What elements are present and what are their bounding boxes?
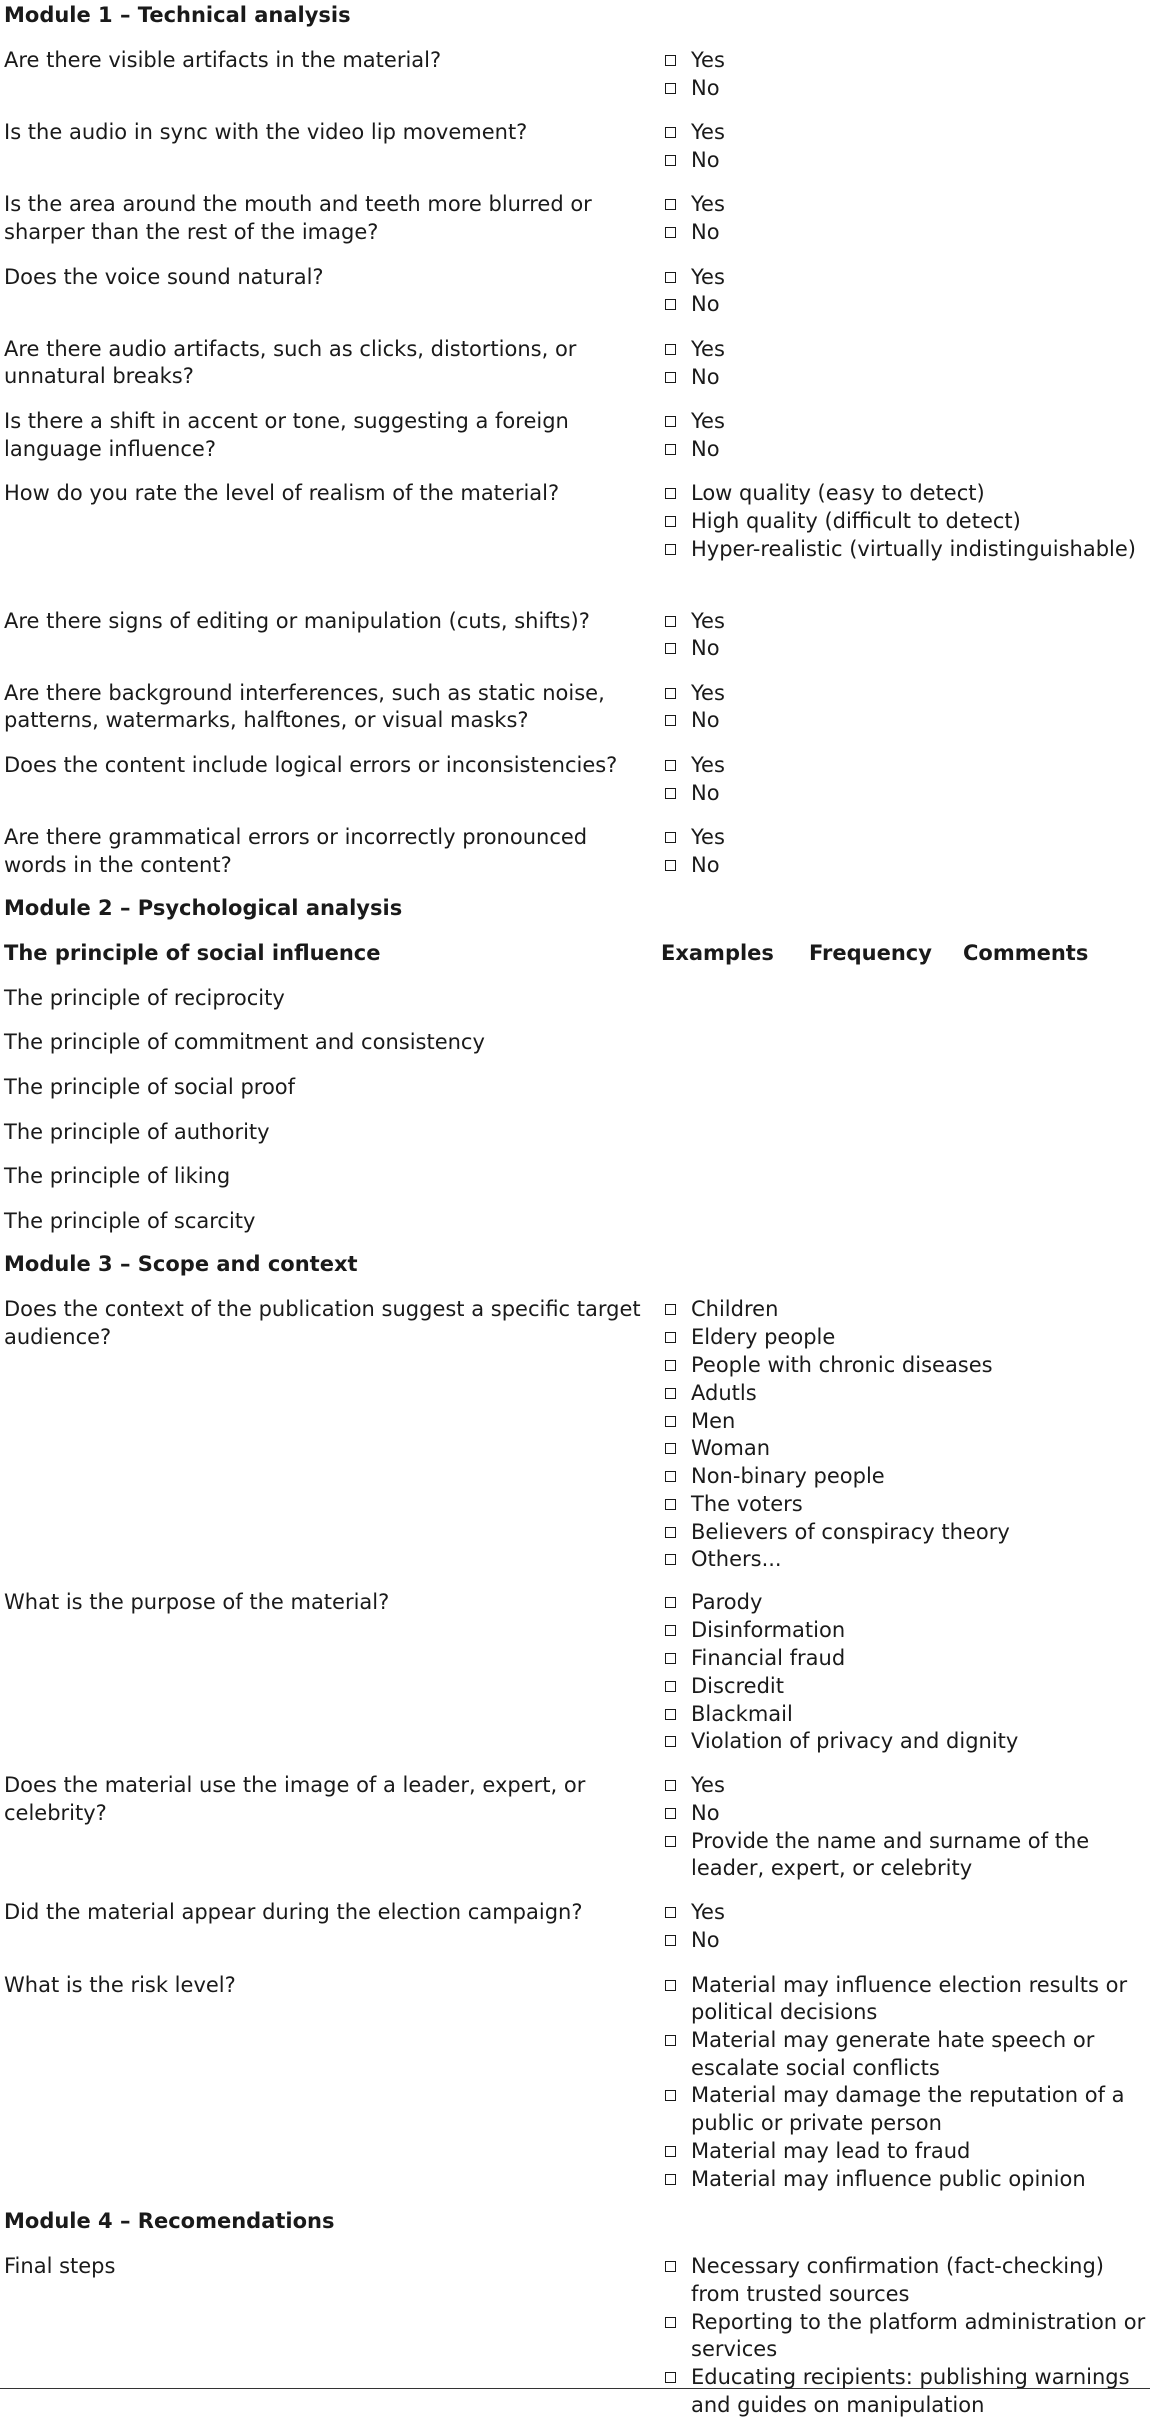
question-text: Does the context of the publication suggest a specific target audience? bbox=[4, 1297, 641, 1350]
checkbox-icon[interactable] bbox=[665, 1471, 676, 1482]
answer-option[interactable] bbox=[664, 635, 1150, 663]
header-comments: Comments bbox=[963, 941, 1089, 966]
option-label: Believers of conspiracy theory bbox=[691, 1519, 1010, 1544]
question-row bbox=[0, 821, 1150, 893]
question-text: How do you rate the level of realism of the material? bbox=[4, 481, 560, 506]
answer-options bbox=[664, 2253, 1150, 2419]
checkbox-icon[interactable] bbox=[665, 1527, 676, 1538]
option-label: No bbox=[691, 1800, 720, 1825]
answer-option[interactable] bbox=[664, 1701, 1150, 1729]
option-label: People with chronic diseases bbox=[691, 1352, 993, 1377]
question-text: Does the voice sound natural? bbox=[4, 264, 324, 289]
answer-options bbox=[664, 47, 1150, 103]
answer-options bbox=[664, 1972, 1150, 2194]
question-row bbox=[0, 1896, 1150, 1968]
answer-option[interactable] bbox=[664, 1546, 1150, 1574]
option-label: Reporting to the platform administration or services bbox=[691, 2309, 1146, 2362]
principle-row bbox=[0, 1116, 1150, 1161]
option-label: Hyper-realistic (virtually indistinguishable) bbox=[691, 536, 1136, 561]
option-label: Necessary confirmation (fact-checking) from trusted sources bbox=[691, 2254, 1104, 2306]
checkbox-icon[interactable] bbox=[665, 2146, 676, 2157]
checkbox-icon[interactable] bbox=[665, 688, 676, 699]
option-label: No bbox=[691, 75, 720, 100]
checkbox-icon[interactable] bbox=[665, 1736, 676, 1747]
checkbox-icon[interactable] bbox=[665, 1597, 676, 1608]
checkbox-icon[interactable] bbox=[665, 1388, 676, 1399]
answer-option[interactable] bbox=[664, 2166, 1150, 2194]
option-label: Yes bbox=[691, 408, 725, 433]
checkbox-icon[interactable] bbox=[665, 55, 676, 66]
option-label: Material may influence election results or political decisions bbox=[691, 1972, 1128, 2025]
module-4-title: Module 4 – Recomendations bbox=[4, 2209, 335, 2234]
option-label: Yes bbox=[691, 1900, 725, 1925]
principle-label: The principle of social proof bbox=[4, 1075, 296, 1100]
answer-option[interactable] bbox=[664, 1617, 1150, 1645]
question-text: Does the content include logical errors or inconsistencies? bbox=[4, 752, 618, 777]
question-text: Is there a shift in accent or tone, suggesting a foreign language influence? bbox=[4, 408, 569, 461]
checkbox-icon[interactable] bbox=[665, 2261, 676, 2272]
option-label: Blackmail bbox=[691, 1701, 793, 1726]
answer-option[interactable] bbox=[664, 1800, 1150, 1828]
option-label: Yes bbox=[691, 1773, 725, 1798]
answer-option[interactable] bbox=[664, 536, 1150, 564]
module-4-questions bbox=[0, 2250, 1150, 2433]
checkbox-icon[interactable] bbox=[665, 2372, 676, 2383]
checkbox-icon[interactable] bbox=[665, 1709, 676, 1720]
option-label: Eldery people bbox=[691, 1325, 836, 1350]
answer-option[interactable] bbox=[664, 480, 1150, 508]
option-label: Material may generate hate speech or escalate social conflicts bbox=[691, 2027, 1095, 2080]
question-text: What is the purpose of the material? bbox=[4, 1590, 390, 1615]
option-label: Violation of privacy and dignity bbox=[691, 1729, 1019, 1754]
answer-option[interactable] bbox=[664, 1324, 1150, 1352]
answer-option[interactable] bbox=[664, 47, 1150, 75]
answer-option[interactable] bbox=[664, 291, 1150, 319]
option-label: Yes bbox=[691, 120, 725, 145]
option-label: Non-binary people bbox=[691, 1464, 885, 1489]
principle-row bbox=[0, 982, 1150, 1027]
checkbox-icon[interactable] bbox=[665, 227, 676, 238]
module-2-title: Module 2 – Psychological analysis bbox=[4, 896, 403, 921]
checkbox-icon[interactable] bbox=[665, 1808, 676, 1819]
question-row bbox=[0, 477, 1150, 604]
answer-option[interactable] bbox=[664, 707, 1150, 735]
principle-label: The principle of liking bbox=[4, 1164, 231, 1189]
checkbox-icon[interactable] bbox=[665, 1935, 676, 1946]
checkbox-icon[interactable] bbox=[665, 488, 676, 499]
header-examples: Examples bbox=[661, 941, 774, 966]
question-row bbox=[0, 1969, 1150, 2207]
question-row bbox=[0, 2250, 1150, 2433]
option-label: Yes bbox=[691, 825, 725, 850]
answer-option[interactable] bbox=[664, 75, 1150, 103]
answer-option[interactable] bbox=[664, 1927, 1150, 1955]
module-3-questions bbox=[0, 1293, 1150, 2206]
checkbox-icon[interactable] bbox=[665, 1780, 676, 1791]
answer-option[interactable] bbox=[664, 364, 1150, 392]
option-label: Adutls bbox=[691, 1380, 757, 1405]
bottom-rule bbox=[0, 2388, 1150, 2389]
answer-option[interactable] bbox=[664, 1380, 1150, 1408]
question-text: Did the material appear during the election campaign? bbox=[4, 1900, 583, 1925]
option-label: Discredit bbox=[691, 1673, 784, 1698]
option-label: Disinformation bbox=[691, 1618, 846, 1643]
header-principle: The principle of social influence bbox=[4, 941, 381, 966]
answer-option[interactable] bbox=[664, 1589, 1150, 1617]
checkbox-icon[interactable] bbox=[665, 299, 676, 310]
principle-row bbox=[0, 1026, 1150, 1071]
answer-option[interactable] bbox=[664, 147, 1150, 175]
principle-row bbox=[0, 1205, 1150, 1250]
checkbox-icon[interactable] bbox=[665, 1499, 676, 1510]
checkbox-icon[interactable] bbox=[665, 1332, 676, 1343]
option-label: Others... bbox=[691, 1547, 782, 1572]
option-label: Provide the name and surname of the leader, expert, or celebrity bbox=[691, 1828, 1090, 1881]
answer-option[interactable] bbox=[664, 780, 1150, 808]
option-label: Yes bbox=[691, 680, 725, 705]
answer-option[interactable] bbox=[664, 2364, 1150, 2419]
question-row bbox=[0, 1586, 1150, 1769]
question-text: What is the risk level? bbox=[4, 1972, 236, 1997]
answer-options bbox=[664, 408, 1150, 464]
checkbox-icon[interactable] bbox=[665, 1304, 676, 1315]
question-row bbox=[0, 1769, 1150, 1896]
option-label: Financial fraud bbox=[691, 1645, 846, 1670]
answer-option[interactable] bbox=[664, 680, 1150, 708]
question-row bbox=[0, 333, 1150, 405]
option-label: Yes bbox=[691, 48, 725, 72]
option-label: High quality (difficult to detect) bbox=[691, 508, 1021, 533]
answer-option[interactable] bbox=[664, 119, 1150, 147]
checkbox-icon[interactable] bbox=[665, 344, 676, 355]
answer-option[interactable] bbox=[664, 1491, 1150, 1519]
header-frequency: Frequency bbox=[809, 941, 932, 966]
checkbox-icon[interactable] bbox=[665, 788, 676, 799]
checkbox-icon[interactable] bbox=[665, 1360, 676, 1371]
option-label: Yes bbox=[691, 264, 725, 289]
checkbox-icon[interactable] bbox=[665, 860, 676, 871]
answer-option[interactable] bbox=[664, 824, 1150, 852]
checkbox-icon[interactable] bbox=[665, 83, 676, 94]
module-4-heading bbox=[0, 2206, 1150, 2250]
checkbox-icon[interactable] bbox=[665, 1416, 676, 1427]
checkbox-icon[interactable] bbox=[665, 444, 676, 455]
checkbox-icon[interactable] bbox=[665, 2174, 676, 2185]
answer-option[interactable] bbox=[664, 1673, 1150, 1701]
answer-option[interactable] bbox=[664, 1352, 1150, 1380]
answer-options bbox=[664, 119, 1150, 175]
question-text: Are there audio artifacts, such as clicks, distortions, or unnatural breaks? bbox=[4, 336, 577, 389]
answer-option[interactable] bbox=[664, 1435, 1150, 1463]
option-label: No bbox=[691, 780, 720, 805]
checkbox-icon[interactable] bbox=[665, 616, 676, 627]
answer-option[interactable] bbox=[664, 408, 1150, 436]
question-row bbox=[0, 1293, 1150, 1586]
module-3-heading bbox=[0, 1249, 1150, 1293]
question-row bbox=[0, 405, 1150, 477]
option-label: Woman bbox=[691, 1436, 771, 1461]
answer-option[interactable] bbox=[664, 1463, 1150, 1491]
question-row bbox=[0, 605, 1150, 677]
answer-option[interactable] bbox=[664, 219, 1150, 247]
option-label: The voters bbox=[691, 1491, 803, 1516]
answer-options bbox=[664, 191, 1150, 247]
option-label: No bbox=[691, 708, 720, 733]
option-label: Yes bbox=[691, 608, 725, 633]
checkbox-icon[interactable] bbox=[665, 760, 676, 771]
checkbox-icon[interactable] bbox=[665, 1653, 676, 1664]
question-row bbox=[0, 188, 1150, 260]
checkbox-icon[interactable] bbox=[665, 155, 676, 166]
option-label: Children bbox=[691, 1297, 779, 1322]
principle-label: The principle of reciprocity bbox=[4, 985, 285, 1010]
question-text: Are there background interferences, such as static noise, patterns, watermarks, halftones, or visual masks? bbox=[4, 680, 605, 733]
question-row bbox=[0, 677, 1150, 749]
option-label: Yes bbox=[691, 336, 725, 361]
answer-options bbox=[664, 1899, 1150, 1955]
answer-option[interactable] bbox=[664, 1645, 1150, 1673]
answer-option[interactable] bbox=[664, 508, 1150, 536]
principles-table-header bbox=[0, 937, 1150, 982]
checkbox-icon[interactable] bbox=[665, 1625, 676, 1636]
checkbox-icon[interactable] bbox=[665, 416, 676, 427]
module-1-heading bbox=[0, 0, 1150, 44]
question-row bbox=[0, 44, 1150, 116]
module-2-heading bbox=[0, 893, 1150, 937]
answer-option[interactable] bbox=[664, 2309, 1150, 2364]
option-label: No bbox=[691, 147, 720, 172]
option-label: No bbox=[691, 364, 720, 389]
principles-table-body bbox=[0, 982, 1150, 1250]
principle-label: The principle of scarcity bbox=[4, 1208, 256, 1233]
module-3-title: Module 3 – Scope and context bbox=[4, 1252, 358, 1277]
answer-option[interactable] bbox=[664, 2253, 1150, 2308]
answer-option[interactable] bbox=[664, 2138, 1150, 2166]
answer-option[interactable] bbox=[664, 2027, 1150, 2082]
option-label: No bbox=[691, 636, 720, 661]
option-label: No bbox=[691, 220, 720, 245]
option-label: No bbox=[691, 1928, 720, 1953]
checkbox-icon[interactable] bbox=[665, 2035, 676, 2046]
checkbox-icon[interactable] bbox=[665, 2090, 676, 2101]
answer-option[interactable] bbox=[664, 264, 1150, 292]
question-text: Is the audio in sync with the video lip movement? bbox=[4, 120, 528, 145]
checkbox-icon[interactable] bbox=[665, 1836, 676, 1847]
answer-options bbox=[664, 480, 1150, 563]
question-row bbox=[0, 749, 1150, 821]
option-label: Educating recipients: publishing warnings and guides on manipulation bbox=[691, 2365, 1130, 2417]
answer-options bbox=[664, 264, 1150, 320]
answer-options bbox=[664, 336, 1150, 392]
checkbox-icon[interactable] bbox=[665, 715, 676, 726]
question-text: Are there grammatical errors or incorrectly pronounced words in the content? bbox=[4, 825, 588, 877]
answer-option[interactable] bbox=[664, 1828, 1150, 1883]
question-text: Does the material use the image of a leader, expert, or celebrity? bbox=[4, 1773, 586, 1825]
checkbox-icon[interactable] bbox=[665, 832, 676, 843]
question-row bbox=[0, 261, 1150, 333]
checkbox-icon[interactable] bbox=[665, 2317, 676, 2328]
answer-option[interactable] bbox=[664, 1519, 1150, 1547]
question-text: Are there visible artifacts in the material? bbox=[4, 48, 442, 72]
answer-option[interactable] bbox=[664, 191, 1150, 219]
option-label: Parody bbox=[691, 1590, 763, 1615]
option-label: Material may damage the reputation of a public or private person bbox=[691, 2083, 1125, 2135]
answer-option[interactable] bbox=[664, 1972, 1150, 2027]
answer-options bbox=[664, 1589, 1150, 1756]
answer-options bbox=[664, 1772, 1150, 1883]
answer-option[interactable] bbox=[664, 752, 1150, 780]
checkbox-icon[interactable] bbox=[665, 1907, 676, 1918]
principle-row bbox=[0, 1160, 1150, 1205]
answer-options bbox=[664, 680, 1150, 736]
checkbox-icon[interactable] bbox=[665, 372, 676, 383]
checkbox-icon[interactable] bbox=[665, 1443, 676, 1454]
principle-row bbox=[0, 1071, 1150, 1116]
answer-options bbox=[664, 824, 1150, 880]
checkbox-icon[interactable] bbox=[665, 1681, 676, 1692]
answer-options bbox=[664, 608, 1150, 664]
checkbox-icon[interactable] bbox=[665, 544, 676, 555]
answer-option[interactable] bbox=[664, 852, 1150, 880]
option-label: Yes bbox=[691, 752, 725, 777]
answer-option[interactable] bbox=[664, 1772, 1150, 1800]
answer-option[interactable] bbox=[664, 608, 1150, 636]
option-label: No bbox=[691, 852, 720, 877]
answer-option[interactable] bbox=[664, 1728, 1150, 1756]
checkbox-icon[interactable] bbox=[665, 272, 676, 283]
principle-label: The principle of commitment and consistency bbox=[4, 1030, 485, 1055]
answer-options bbox=[664, 1296, 1150, 1574]
module-1-questions bbox=[0, 44, 1150, 893]
option-label: Material may lead to fraud bbox=[691, 2138, 971, 2163]
checkbox-icon[interactable] bbox=[665, 199, 676, 210]
option-label: No bbox=[691, 436, 720, 461]
answer-option[interactable] bbox=[664, 336, 1150, 364]
question-text: Final steps bbox=[4, 2254, 116, 2279]
question-text: Are there signs of editing or manipulation (cuts, shifts)? bbox=[4, 608, 590, 633]
answer-option[interactable] bbox=[664, 1408, 1150, 1436]
option-label: Material may influence public opinion bbox=[691, 2166, 1086, 2191]
checkbox-icon[interactable] bbox=[665, 1554, 676, 1565]
checkbox-icon[interactable] bbox=[665, 516, 676, 527]
option-label: Men bbox=[691, 1408, 736, 1433]
answer-option[interactable] bbox=[664, 1899, 1150, 1927]
option-label: Low quality (easy to detect) bbox=[691, 481, 985, 506]
answer-option[interactable] bbox=[664, 436, 1150, 464]
option-label: No bbox=[691, 292, 720, 317]
answer-options bbox=[664, 752, 1150, 808]
module-1-title: Module 1 – Technical analysis bbox=[4, 3, 351, 27]
answer-option[interactable] bbox=[664, 2082, 1150, 2137]
option-label: Yes bbox=[691, 192, 725, 217]
checkbox-icon[interactable] bbox=[665, 127, 676, 138]
checkbox-icon[interactable] bbox=[665, 1980, 676, 1991]
question-row bbox=[0, 116, 1150, 188]
answer-option[interactable] bbox=[664, 1296, 1150, 1324]
principle-label: The principle of authority bbox=[4, 1119, 270, 1144]
checkbox-icon[interactable] bbox=[665, 643, 676, 654]
question-text: Is the area around the mouth and teeth more blurred or sharper than the rest of the image? bbox=[4, 192, 592, 244]
